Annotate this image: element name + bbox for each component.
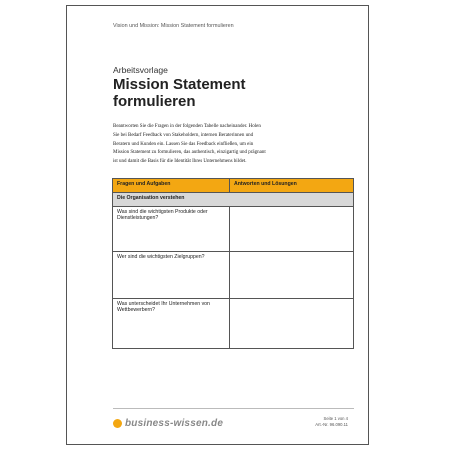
- document-title: [113, 77, 313, 110]
- logo-dot-icon: [113, 419, 122, 428]
- column-header-answers: Antworten und Lösungen: [230, 179, 354, 193]
- intro-line: ist und damit die Basis für die Identität Ihres Unternehmens bildet.: [113, 159, 247, 165]
- footer-divider: [113, 408, 354, 409]
- logo-wordmark: business-wissen.de: [125, 418, 224, 429]
- table-row: [113, 299, 354, 349]
- intro-paragraph: [113, 123, 303, 167]
- section-row: [113, 193, 354, 207]
- table-header-row: [113, 179, 354, 193]
- answer-cell[interactable]: [230, 207, 354, 252]
- intro-line: Beantworten Sie die Fragen in der folgenden Tabelle nacheinander. Holen: [113, 124, 261, 129]
- document-page: [66, 5, 369, 445]
- table-row: [113, 252, 354, 299]
- question-cell: Was sind die wichtigsten Produkte oder Dienstleistungen?: [113, 207, 230, 252]
- page-number: Seite 1 von 4: [323, 416, 348, 421]
- table-row: [113, 207, 354, 252]
- article-number: Art.-Nr. 96.090.11: [315, 422, 348, 427]
- answer-cell[interactable]: [230, 299, 354, 349]
- title-line: Mission Statement: [113, 76, 246, 93]
- section-label: Die Organisation verstehen: [113, 193, 354, 207]
- intro-line: Beratern und Kunden ein. Lassen Sie das Feedback einfließen, um ein: [113, 141, 254, 147]
- title-line: formulieren: [113, 92, 196, 110]
- column-header-questions: Fragen und Aufgaben: [113, 179, 230, 193]
- question-cell: Wer sind die wichtigsten Zielgruppen?: [113, 252, 230, 299]
- document-subtitle: Arbeitsvorlage: [113, 65, 168, 75]
- worksheet-table: [112, 178, 354, 349]
- answer-cell[interactable]: [230, 252, 354, 299]
- intro-line: Sie bei Bedarf Feedback von Stakeholdern, internen Beraterinnen und: [113, 132, 254, 138]
- question-cell: Was unterscheidet Ihr Unternehmen von Wettbewerbern?: [113, 299, 230, 349]
- page-info: [315, 416, 348, 428]
- brand-logo: [113, 418, 223, 429]
- intro-line: Mission Statement zu formulieren, das authentisch, einzigartig und prägnant: [113, 150, 266, 156]
- running-head: Vision und Mission: Mission Statement formulieren: [113, 23, 234, 29]
